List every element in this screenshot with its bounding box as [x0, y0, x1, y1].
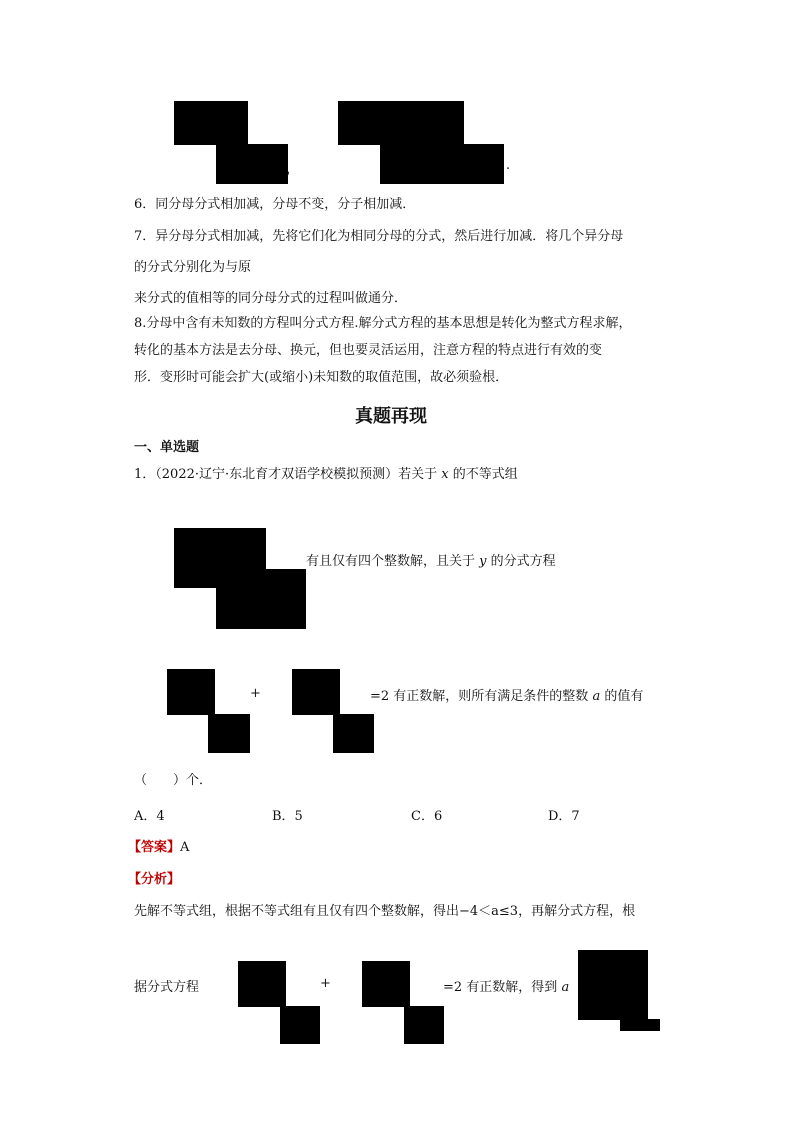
analysis-suffix-text: =2 有正数解，得到 — [443, 980, 558, 995]
formula-image — [167, 669, 215, 715]
analysis-line2-suffix — [443, 976, 569, 995]
formula-image — [333, 714, 374, 753]
plus-sign: + — [250, 686, 261, 701]
formula-image — [208, 714, 250, 753]
analysis-line1: 先解不等式组，根据不等式组有且仅有四个整数解，得出−4＜a≤3，再解分式方程，根 — [134, 904, 636, 919]
formula-image — [238, 961, 286, 1007]
var-y: y — [479, 554, 487, 569]
question-blank: （ ）个． — [134, 773, 213, 788]
var-a: a — [561, 980, 570, 995]
formula-image — [174, 101, 248, 145]
question-1-line1 — [134, 463, 518, 482]
equation-suffix: 的值有 — [604, 689, 644, 704]
formula-image — [248, 144, 288, 184]
formula-image — [362, 961, 410, 1007]
answer-label: 【答案】 — [128, 840, 181, 855]
question-1-line2 — [306, 550, 556, 569]
section-heading: 真题再现 — [355, 406, 427, 427]
answer-value: A — [180, 840, 190, 855]
condition-suffix: 的分式方程 — [490, 554, 556, 569]
option-c: C．6 — [411, 809, 443, 824]
paragraph-7-line1: 7．异分母分式相加减，先将它们化为相同分母的分式，然后进行加减．将几个异分母 — [134, 229, 624, 244]
formula-image — [338, 101, 464, 145]
paragraph-6: 6．同分母分式相加减，分母不变，分子相加减． — [134, 197, 416, 212]
paragraph-7-line2: 的分式分别化为与原 — [134, 260, 252, 275]
comma-text: ， — [286, 162, 300, 177]
option-d: D．7 — [548, 809, 580, 824]
option-a: A．4 — [134, 809, 165, 824]
formula-image — [578, 950, 648, 1020]
condition-prefix: 有且仅有四个整数解，且关于 — [306, 554, 476, 569]
var-a: a — [592, 689, 601, 704]
paragraph-8-line1: 8.分母中含有未知数的方程叫分式方程.解分式方程的基本思想是转化为整式方程求解， — [134, 316, 632, 331]
formula-image — [216, 144, 248, 184]
formula-image — [216, 569, 306, 629]
question-suffix: 的不等式组 — [452, 467, 518, 482]
paragraph-7-line3: 来分式的值相等的同分母分式的过程叫做通分． — [134, 291, 408, 306]
formula-image — [280, 1006, 320, 1044]
formula-image — [292, 669, 340, 715]
formula-image — [404, 1006, 444, 1044]
question-prefix: 1．（2022·辽宁·东北育才双语学校模拟预测）若关于 — [134, 467, 438, 482]
option-b: B．5 — [272, 809, 303, 824]
analysis-label: 【分析】 — [128, 872, 181, 887]
paragraph-8-line2: 转化的基本方法是去分母、换元，但也要灵活运用，注意方程的特点进行有效的变 — [134, 343, 603, 358]
equation-prefix: =2 有正数解，则所有满足条件的整数 — [370, 689, 589, 704]
formula-image — [620, 1019, 660, 1031]
formula-image — [380, 144, 504, 184]
plus-sign: + — [320, 976, 331, 991]
period-text: . — [506, 158, 511, 173]
answer-line — [128, 836, 189, 855]
paragraph-8-line3: 形．变形时可能会扩大(或缩小)未知数的取值范围，故必须验根． — [134, 370, 509, 385]
question-1-line3 — [370, 685, 643, 704]
subheading: 一、单选题 — [134, 440, 200, 455]
var-x: x — [441, 467, 449, 482]
analysis-line2-prefix: 据分式方程 — [134, 980, 200, 995]
